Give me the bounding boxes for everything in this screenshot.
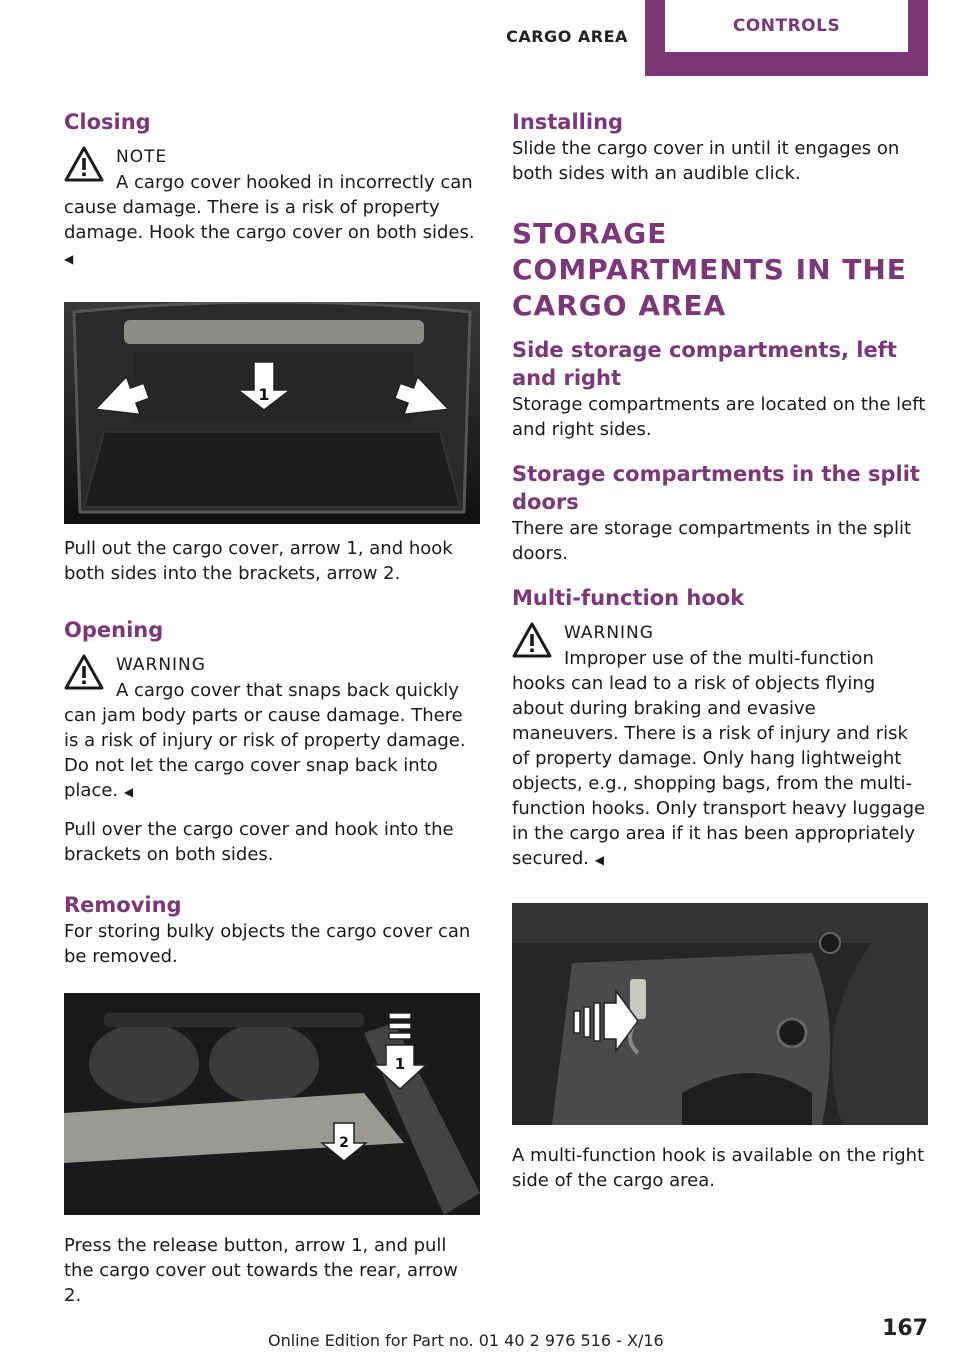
- warning-text: A cargo cover that snaps back quickly can jam body parts or cause damage. There is a risk of injury or risk of property damage. Do not let the cargo cover snap back into place.: [64, 680, 466, 801]
- edition-footer: Online Edition for Part no. 01 40 2 976 516 - X/16: [268, 1331, 664, 1350]
- multi-function-hook-image: [512, 903, 928, 1125]
- figure-arrow-1-label: 1: [258, 385, 270, 404]
- cargo-cover-release-image: [64, 993, 480, 1215]
- opening-text: Pull over the cargo cover and hook into the brackets on both sides.: [64, 819, 454, 865]
- section-tab: CARGO AREA: [506, 26, 628, 46]
- side-storage-text: Storage compartments are located on the left and right sides.: [512, 394, 926, 440]
- removing-text: For storing bulky objects the cargo cover can be removed.: [64, 921, 471, 967]
- note-label: NOTE: [116, 147, 168, 167]
- note-text: A cargo cover hooked in incorrectly can cause damage. There is a risk of property damage. Hook the cargo cover on both sides.: [64, 172, 475, 243]
- warning-label: WARNING: [116, 655, 206, 675]
- removing-heading: Removing: [64, 893, 182, 917]
- warning-label: WARNING: [564, 623, 654, 643]
- figure-arrow-2-label: 2: [339, 1135, 349, 1151]
- side-storage-heading: Side storage compartments, left and right: [512, 338, 897, 390]
- opening-heading: Opening: [64, 618, 164, 642]
- split-doors-heading: Storage compartments in the split doors: [512, 462, 920, 514]
- warning-text: Improper use of the multi-function hooks can lead to a risk of objects flying about during braking and evasive maneuvers. There is a risk of injury and risk of property damage. Only hang lightweight objects, e.g., shopping bags, from the multi-function hooks. Only transport heavy luggage in the cargo area if it has been appropriately secured.: [512, 648, 926, 869]
- end-mark-icon: ◀: [594, 853, 604, 867]
- removing-caption: Press the release button, arrow 1, and pull the cargo cover out towards the rear, arrow 2.: [64, 1235, 458, 1306]
- installing-text: Slide the cargo cover in until it engages on both sides with an audible click.: [512, 138, 900, 184]
- closing-note: [64, 144, 480, 272]
- storage-section-heading: STORAGE COMPARTMENTS IN THE CARGO AREA: [512, 217, 907, 322]
- right-column: [512, 108, 928, 1193]
- closing-heading: Closing: [64, 110, 151, 134]
- cargo-cover-pull-out-image: [64, 302, 480, 524]
- chapter-tab: [645, 0, 928, 76]
- end-mark-icon: ◀: [123, 785, 134, 799]
- installing-heading: Installing: [512, 110, 624, 134]
- hook-warning: [512, 620, 928, 873]
- left-column: [64, 108, 480, 1308]
- end-mark-icon: ◀: [64, 252, 74, 266]
- hook-caption: A multi-function hook is available on the right side of the cargo area.: [512, 1145, 925, 1191]
- figure-arrow-1-label: 1: [394, 1055, 406, 1073]
- closing-caption: Pull out the cargo cover, arrow 1, and hook both sides into the brackets, arrow 2.: [64, 538, 453, 584]
- page-number: 167: [882, 1316, 928, 1341]
- warning-triangle-icon: [512, 622, 552, 658]
- warning-triangle-icon: [64, 654, 104, 690]
- hook-heading: Multi-function hook: [512, 586, 745, 610]
- warning-triangle-icon: [64, 146, 104, 182]
- split-doors-text: There are storage compartments in the split doors.: [512, 518, 911, 564]
- opening-warning: [64, 652, 480, 805]
- header-tabs: [489, 0, 928, 76]
- chapter-tab-label: CONTROLS: [665, 0, 908, 52]
